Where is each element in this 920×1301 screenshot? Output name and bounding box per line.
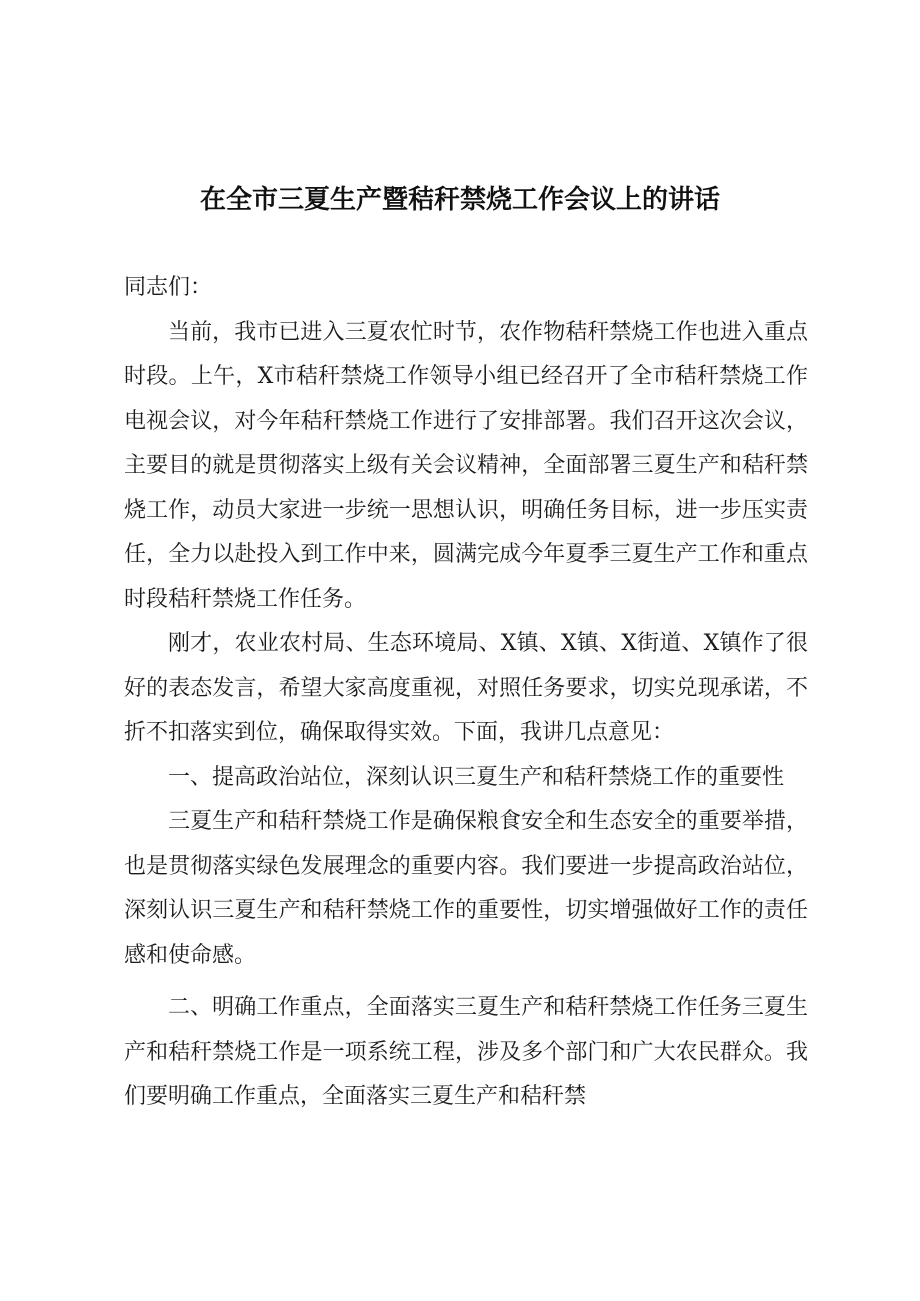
paragraph-intro: 当前，我市已进入三夏农忙时节，农作物秸秆禁烧工作也进入重点时段。上午，X市秸秆禁烧工作领导小组已经召开了全市秸秆禁烧工作电视会议，对今年秸秆禁烧工作进行了安排部署。我们召开这次会议，主要目的就是贯彻落实上级有关会议精神，全面部署三夏生产和秸秆禁烧工作，动员大家进一步统一思想认识，明确任务目标，进一步压实责任，全力以赴投入到工作中来，圆满完成今年夏季三夏生产工作和重点时段秸秆禁烧工作任务。 [124,319,808,612]
paragraph-section-one: 三夏生产和秸秆禁烧工作是确保粮食安全和生态安全的重要举措，也是贯彻落实绿色发展理念的重要内容。我们要进一步提高政治站位，深刻认识三夏生产和秸秆禁烧工作的重要性，切实增强做好工作的责任感和使命感。 [124,809,808,968]
document-body [124,266,808,1120]
paragraph-speeches: 刚才，农业农村局、生态环境局、X镇、X镇、X街道、X镇作了很好的表态发言，希望大家高度重视，对照任务要求，切实兑现承诺，不折不扣落实到位，确保取得实效。下面，我讲几点意见： [124,631,808,745]
paragraph-section-two: 二、明确工作重点，全面落实三夏生产和秸秆禁烧工作任务三夏生产和秸秆禁烧工作是一项系统工程，涉及多个部门和广大农民群众。我们要明确工作重点，全面落实三夏生产和秸秆禁 [124,995,808,1109]
salutation: 同志们： [124,275,213,300]
heading-section-one: 一、提高政治站位，深刻认识三夏生产和秸秆禁烧工作的重要性 [168,764,785,790]
document-title: 在全市三夏生产暨秸秆禁烧工作会议上的讲话 [199,185,720,215]
